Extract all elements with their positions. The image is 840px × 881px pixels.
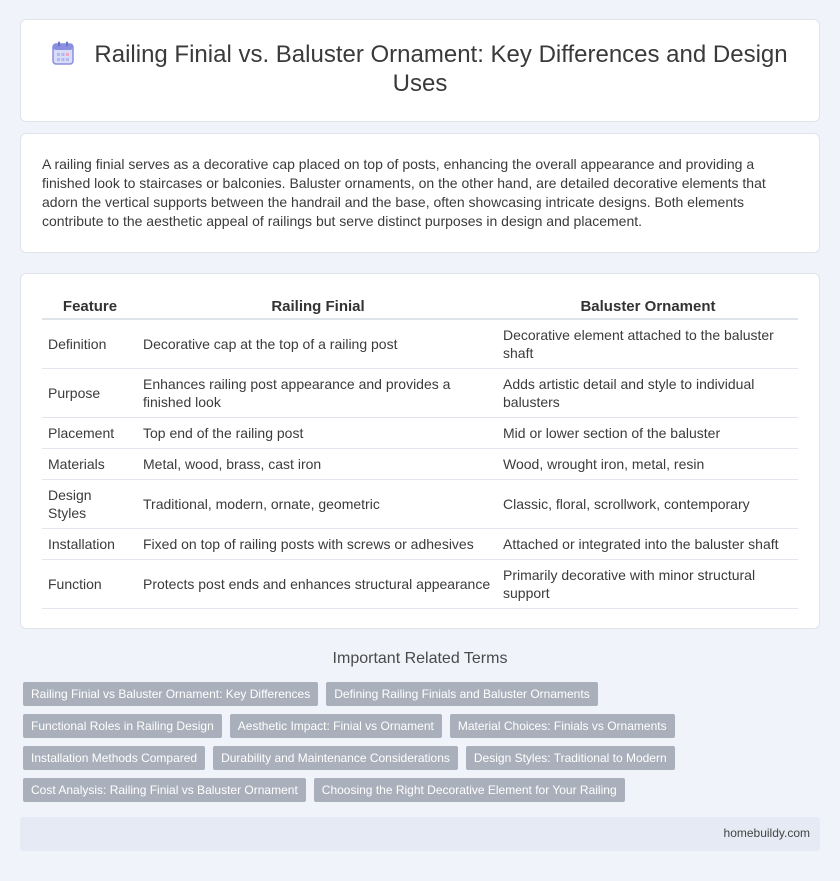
- table-row: [42, 418, 798, 449]
- related-term-tag[interactable]: Functional Roles in Railing Design: [23, 714, 222, 738]
- table-row: [42, 560, 798, 609]
- finial-cell: Traditional, modern, ornate, geometric: [138, 480, 498, 529]
- finial-cell: Decorative cap at the top of a railing post: [138, 320, 498, 369]
- table-row: [42, 320, 798, 369]
- table-row: [42, 369, 798, 418]
- page-header: [21, 40, 819, 98]
- finial-cell: Metal, wood, brass, cast iron: [138, 449, 498, 480]
- finial-cell: Top end of the railing post: [138, 418, 498, 449]
- related-term-tag[interactable]: Railing Finial vs Baluster Ornament: Key Differences: [23, 682, 318, 706]
- ornament-cell: Mid or lower section of the baluster: [498, 418, 798, 449]
- feature-cell: Design Styles: [42, 480, 138, 529]
- footer-site-link[interactable]: homebuildy.com: [723, 826, 810, 840]
- feature-cell: Placement: [42, 418, 138, 449]
- table-row: [42, 480, 798, 529]
- table-row: [42, 449, 798, 480]
- ornament-cell: Decorative element attached to the baluster shaft: [498, 320, 798, 369]
- related-terms-list: [23, 682, 803, 802]
- related-term-tag[interactable]: Design Styles: Traditional to Modern: [466, 746, 675, 770]
- ornament-cell: Wood, wrought iron, metal, resin: [498, 449, 798, 480]
- finial-cell: Protects post ends and enhances structural appearance: [138, 560, 498, 609]
- calendar-icon: [52, 41, 74, 65]
- related-term-tag[interactable]: Material Choices: Finials vs Ornaments: [450, 714, 675, 738]
- related-term-tag[interactable]: Installation Methods Compared: [23, 746, 205, 770]
- title-card: [20, 19, 820, 122]
- header-feature: Feature: [42, 294, 138, 320]
- related-term-tag[interactable]: Defining Railing Finials and Baluster Ornaments: [326, 682, 597, 706]
- footer: [20, 817, 820, 851]
- table-row: [42, 529, 798, 560]
- related-terms-heading: Important Related Terms: [332, 650, 508, 667]
- intro-paragraph: A railing finial serves as a decorative cap placed on top of posts, enhancing the overall appearance and providing a finished look to staircases or balconies. Baluster ornaments, on the other hand, are detailed decorative elements that adorn the vertical supports between the handrail and the base, often showcasing intricate designs. Both elements contribute to the aesthetic appeal of railings but serve distinct purposes in design and placement.: [42, 156, 766, 229]
- feature-cell: Function: [42, 560, 138, 609]
- header-railing-finial: Railing Finial: [138, 294, 498, 320]
- ornament-cell: Adds artistic detail and style to individual balusters: [498, 369, 798, 418]
- ornament-cell: Attached or integrated into the baluster shaft: [498, 529, 798, 560]
- finial-cell: Enhances railing post appearance and provides a finished look: [138, 369, 498, 418]
- finial-cell: Fixed on top of railing posts with screws or adhesives: [138, 529, 498, 560]
- feature-cell: Materials: [42, 449, 138, 480]
- feature-cell: Installation: [42, 529, 138, 560]
- page-title: Railing Finial vs. Baluster Ornament: Key Differences and Design Uses: [94, 41, 788, 97]
- related-term-tag[interactable]: Choosing the Right Decorative Element for Your Railing: [314, 778, 625, 802]
- related-term-tag[interactable]: Aesthetic Impact: Finial vs Ornament: [230, 714, 442, 738]
- comparison-table: [42, 294, 798, 609]
- feature-cell: Definition: [42, 320, 138, 369]
- related-term-tag[interactable]: Durability and Maintenance Considerations: [213, 746, 458, 770]
- ornament-cell: Primarily decorative with minor structural support: [498, 560, 798, 609]
- related-term-tag[interactable]: Cost Analysis: Railing Finial vs Baluster Ornament: [23, 778, 306, 802]
- header-baluster-ornament: Baluster Ornament: [498, 294, 798, 320]
- comparison-card: [20, 273, 820, 629]
- intro-card: [20, 133, 820, 253]
- ornament-cell: Classic, floral, scrollwork, contemporary: [498, 480, 798, 529]
- feature-cell: Purpose: [42, 369, 138, 418]
- table-header-row: [42, 294, 798, 320]
